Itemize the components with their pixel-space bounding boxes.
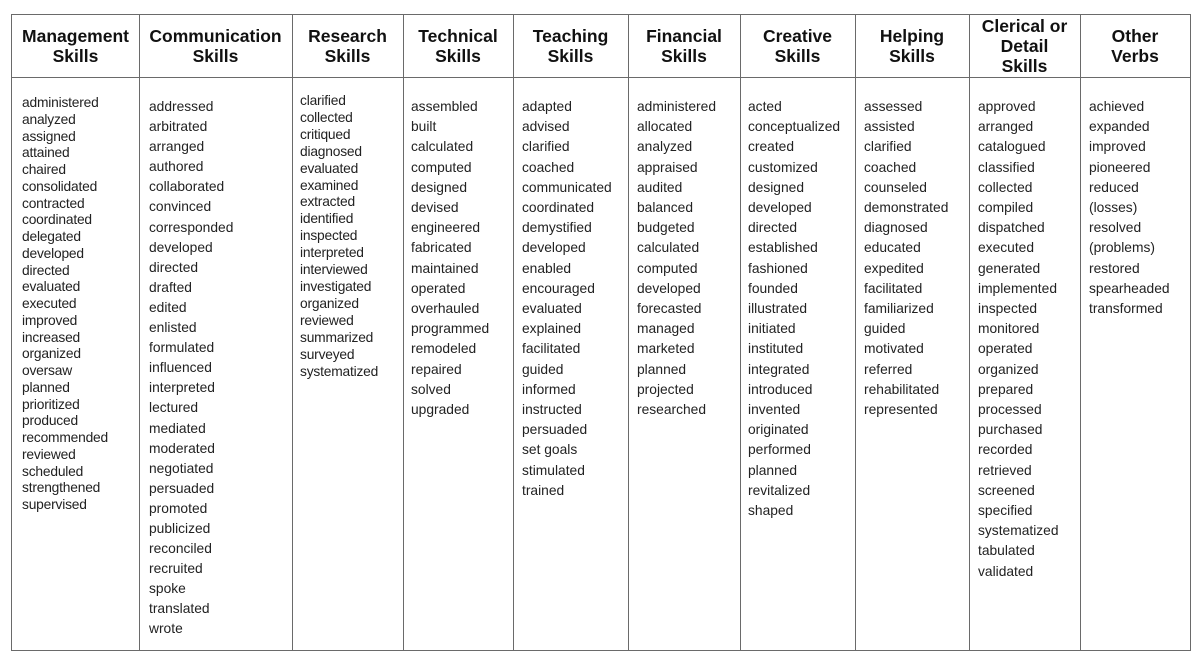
verb-item: informed (522, 381, 576, 397)
column-divider (740, 15, 741, 650)
verb-item: addressed (149, 99, 214, 114)
verb-item: planned (22, 379, 70, 395)
column-divider (1080, 15, 1081, 650)
verb-item: consolidated (22, 178, 98, 194)
verb-item: persuaded (522, 422, 588, 438)
verb-item: facilitated (522, 341, 581, 357)
verb-item: evaluated (522, 301, 582, 317)
verb-item: developed (748, 200, 812, 216)
verb-item: drafted (149, 279, 192, 295)
verb-item: coached (864, 159, 917, 175)
verb-item: reviewed (300, 312, 354, 328)
verb-item: marketed (637, 341, 695, 357)
heading-line: Skills (661, 46, 707, 66)
verb-item: motivated (864, 341, 924, 357)
verb-item: retrieved (978, 462, 1032, 478)
verb-item: interpreted (300, 245, 364, 261)
verb-item: improved (22, 312, 78, 328)
verb-item: planned (637, 361, 687, 377)
verb-item: acted (748, 99, 782, 114)
column-heading-financial (628, 15, 740, 77)
verb-item: enlisted (149, 320, 197, 336)
verb-item: validated (978, 563, 1034, 579)
column-divider (292, 15, 293, 650)
verb-item: represented (864, 402, 938, 418)
verb-item: guided (522, 361, 564, 377)
verb-item: developed (522, 240, 586, 256)
heading-line: Verbs (1111, 46, 1159, 66)
verb-item: established (748, 240, 818, 256)
verb-item: operated (978, 341, 1033, 357)
column-heading-communication (139, 15, 292, 77)
verb-list-research (300, 93, 378, 380)
verb-item: arbitrated (149, 119, 208, 135)
verb-item: tabulated (978, 543, 1035, 559)
verb-item: purchased (978, 422, 1043, 438)
verb-item: referred (864, 361, 913, 377)
verb-item: attained (22, 145, 70, 161)
verb-item: collected (300, 109, 353, 125)
verb-item: convinced (149, 199, 212, 215)
verb-item: encouraged (522, 280, 595, 296)
verb-item: set goals (522, 442, 578, 458)
column-heading-helping (855, 15, 969, 77)
verb-item: generated (978, 260, 1041, 276)
verb-item: coached (522, 159, 575, 175)
verb-item: formulated (149, 340, 215, 356)
verb-item: computed (637, 260, 698, 276)
heading-line: Skills (547, 46, 594, 66)
verb-item: fabricated (411, 240, 472, 256)
heading-line: Skills (192, 46, 239, 66)
verb-item: persuaded (149, 480, 215, 496)
column-divider (969, 15, 970, 650)
heading-line: Research (308, 26, 387, 46)
heading-line: Teaching (532, 26, 609, 46)
verb-list-creative (748, 97, 840, 521)
verb-item: spearheaded (1089, 280, 1170, 296)
verb-item: shaped (748, 503, 794, 519)
verb-item: wrote (149, 621, 183, 637)
verb-item: systematized (300, 363, 379, 379)
verb-item: audited (637, 179, 683, 195)
verb-item: adapted (522, 99, 572, 114)
verb-list-other (1089, 97, 1170, 319)
verb-item: strengthened (22, 480, 101, 496)
heading-line: Skills (324, 46, 371, 66)
verb-item: transformed (1089, 301, 1163, 317)
verb-item: assembled (411, 99, 478, 114)
verb-item: assisted (864, 119, 915, 135)
verb-item: analyzed (22, 111, 76, 127)
verb-item: customized (748, 159, 818, 175)
column-heading-teaching (513, 15, 628, 77)
verb-item: conceptualized (748, 119, 841, 135)
heading-line: Detail (1000, 36, 1049, 56)
verb-item: executed (978, 240, 1034, 256)
verb-item: edited (149, 299, 187, 315)
verb-item: familiarized (864, 301, 934, 317)
verb-item: fashioned (748, 260, 808, 276)
verb-item: counseled (864, 179, 927, 195)
verb-item: arranged (978, 119, 1034, 135)
verb-item: allocated (637, 119, 693, 135)
verb-item: directed (22, 262, 70, 278)
verb-item: collaborated (149, 179, 225, 195)
verb-item: negotiated (149, 460, 214, 476)
heading-line: Creative (762, 26, 833, 46)
verb-item: resolved (1089, 220, 1142, 236)
verb-item: instituted (748, 341, 804, 357)
heading-line: Financial (646, 26, 722, 46)
heading-line: Management (22, 26, 129, 46)
verb-list-communication (149, 97, 233, 640)
verb-item: appraised (637, 159, 698, 175)
verb-item: budgeted (637, 220, 695, 236)
heading-line: Skills (889, 46, 935, 66)
verb-item: moderated (149, 440, 215, 456)
verb-list-teaching (522, 97, 612, 501)
verb-item: demonstrated (864, 200, 949, 216)
verb-item: inspected (300, 228, 358, 244)
verb-item: (losses) (1089, 200, 1138, 216)
verb-item: evaluated (22, 279, 81, 295)
verb-item: integrated (748, 361, 810, 377)
verb-item: advised (522, 119, 570, 135)
column-divider (403, 15, 404, 650)
verb-item: clarified (522, 139, 570, 155)
verb-item: classified (978, 159, 1035, 175)
verb-item: revitalized (748, 482, 811, 498)
verb-item: identified (300, 211, 354, 227)
verb-item: engineered (411, 220, 481, 236)
verb-item: built (411, 119, 437, 135)
verb-item: reduced (1089, 179, 1139, 195)
heading-line: Skills (1001, 56, 1048, 76)
verb-item: dispatched (978, 220, 1045, 236)
verb-item: founded (748, 280, 798, 296)
verb-item: restored (1089, 260, 1140, 276)
verb-item: trained (522, 482, 565, 498)
verb-item: (problems) (1089, 240, 1155, 256)
verb-item: designed (748, 179, 805, 195)
verb-item: corresponded (149, 219, 234, 235)
verb-item: expanded (1089, 119, 1150, 135)
verb-item: mediated (149, 420, 206, 436)
verb-item: delegated (22, 229, 81, 244)
verb-item: originated (748, 422, 809, 438)
verb-item: summarized (300, 329, 374, 345)
verb-item: assessed (864, 99, 923, 114)
verb-item: projected (637, 381, 694, 397)
verb-item: monitored (978, 321, 1040, 337)
verb-item: contracted (22, 195, 85, 211)
column-divider (513, 15, 514, 650)
verb-item: computed (411, 159, 472, 175)
verb-item: guided (864, 321, 906, 337)
verb-item: forecasted (637, 301, 702, 317)
verb-item: designed (411, 179, 468, 195)
verb-item: oversaw (22, 363, 72, 378)
verb-item: analyzed (637, 139, 693, 155)
verb-item: recommended (22, 430, 108, 445)
verb-item: calculated (637, 240, 700, 256)
verb-item: extracted (300, 194, 355, 210)
verb-item: systematized (978, 523, 1059, 539)
verb-item: directed (149, 259, 199, 275)
verb-item: spoke (149, 581, 186, 597)
verb-item: promoted (149, 500, 208, 516)
verb-item: administered (637, 99, 716, 114)
verb-item: coordinated (22, 212, 92, 228)
verb-item: upgraded (411, 402, 470, 418)
heading-line: Skills (774, 46, 821, 66)
verb-item: clarified (864, 139, 912, 155)
verb-item: approved (978, 99, 1036, 114)
verb-item: administered (22, 95, 99, 110)
verb-item: introduced (748, 381, 813, 397)
verb-item: processed (978, 402, 1042, 418)
verb-item: arranged (149, 139, 205, 155)
verb-item: repaired (411, 361, 462, 377)
verb-item: catalogued (978, 139, 1046, 155)
verb-item: improved (1089, 139, 1146, 155)
verb-item: maintained (411, 260, 479, 276)
verb-item: instructed (522, 402, 582, 418)
verb-item: developed (637, 280, 701, 296)
verb-item: implemented (978, 280, 1057, 296)
verb-item: prepared (978, 381, 1034, 397)
verb-item: interpreted (149, 380, 215, 396)
verb-item: prioritized (22, 396, 80, 412)
action-verbs-table (11, 14, 1191, 651)
verb-item: increased (22, 329, 81, 345)
verb-item: facilitated (864, 280, 923, 296)
verb-item: stimulated (522, 462, 585, 478)
column-heading-creative (740, 15, 855, 77)
verb-item: lectured (149, 400, 199, 416)
verb-item: enabled (522, 260, 572, 276)
verb-item: educated (864, 240, 921, 256)
column-heading-management (12, 15, 139, 77)
verb-item: invented (748, 402, 801, 418)
column-divider (628, 15, 629, 650)
verb-item: chaired (22, 162, 66, 177)
verb-item: recruited (149, 561, 203, 577)
verb-item: solved (411, 381, 451, 397)
verb-item: organized (978, 361, 1039, 377)
verb-item: operated (411, 280, 466, 296)
verb-item: assigned (22, 128, 76, 144)
verb-item: coordinated (522, 200, 595, 216)
heading-line: Skills (52, 46, 99, 66)
verb-item: devised (411, 200, 459, 216)
verb-item: influenced (149, 360, 212, 376)
verb-item: diagnosed (300, 143, 362, 159)
verb-item: reconciled (149, 541, 212, 557)
heading-line: Clerical or (981, 16, 1068, 36)
verb-item: clarified (300, 93, 346, 108)
verb-item: achieved (1089, 99, 1145, 114)
verb-item: expedited (864, 260, 924, 276)
verb-item: rehabilitated (864, 381, 940, 397)
verb-item: interviewed (300, 262, 368, 278)
verb-item: examined (300, 177, 359, 193)
column-heading-other (1080, 15, 1190, 77)
column-heading-technical (403, 15, 513, 77)
heading-line: Technical (418, 26, 498, 46)
verb-item: compiled (978, 200, 1034, 216)
column-heading-research (292, 15, 403, 77)
verb-list-technical (411, 97, 489, 420)
heading-line: Communication (149, 26, 282, 46)
column-divider (139, 15, 140, 650)
verb-item: produced (22, 413, 78, 429)
verb-item: developed (22, 245, 84, 261)
verb-list-clerical (978, 97, 1059, 582)
verb-item: pioneered (1089, 159, 1151, 175)
verb-item: managed (637, 321, 695, 337)
verb-item: initiated (748, 321, 796, 337)
verb-item: explained (522, 321, 582, 337)
verb-item: directed (748, 220, 798, 236)
verb-item: planned (748, 462, 798, 478)
verb-item: developed (149, 239, 213, 255)
verb-item: scheduled (22, 463, 84, 479)
verb-item: communicated (522, 179, 612, 195)
heading-line: Skills (435, 46, 481, 66)
verb-item: authored (149, 159, 204, 175)
verb-item: organized (22, 346, 81, 362)
verb-item: organized (300, 295, 359, 311)
verb-item: supervised (22, 497, 87, 512)
verb-item: investigated (300, 278, 372, 294)
verb-item: created (748, 139, 795, 155)
verb-item: balanced (637, 200, 694, 216)
verb-item: programmed (411, 321, 490, 337)
verb-list-financial (637, 97, 716, 420)
verb-item: remodeled (411, 341, 477, 357)
verb-list-helping (864, 97, 948, 420)
verb-item: overhauled (411, 301, 480, 317)
verb-item: publicized (149, 520, 211, 536)
verb-item: evaluated (300, 160, 359, 176)
verb-item: demystified (522, 220, 592, 236)
verb-item: critiqued (300, 126, 351, 142)
verb-item: recorded (978, 442, 1033, 458)
heading-line: Helping (879, 26, 945, 46)
verb-item: researched (637, 402, 707, 418)
verb-item: inspected (978, 301, 1038, 317)
column-heading-clerical (969, 15, 1080, 77)
verb-item: executed (22, 296, 77, 311)
verb-item: calculated (411, 139, 474, 155)
verb-item: specified (978, 503, 1033, 519)
verb-list-management (22, 95, 108, 514)
verb-item: diagnosed (864, 220, 928, 236)
verb-item: collected (978, 179, 1033, 195)
heading-line: Other (1111, 26, 1159, 46)
column-divider (855, 15, 856, 650)
verb-item: illustrated (748, 301, 808, 317)
verb-item: surveyed (300, 346, 355, 362)
verb-item: performed (748, 442, 811, 458)
verb-item: translated (149, 601, 210, 617)
verb-item: reviewed (22, 446, 76, 462)
verb-item: screened (978, 482, 1035, 498)
